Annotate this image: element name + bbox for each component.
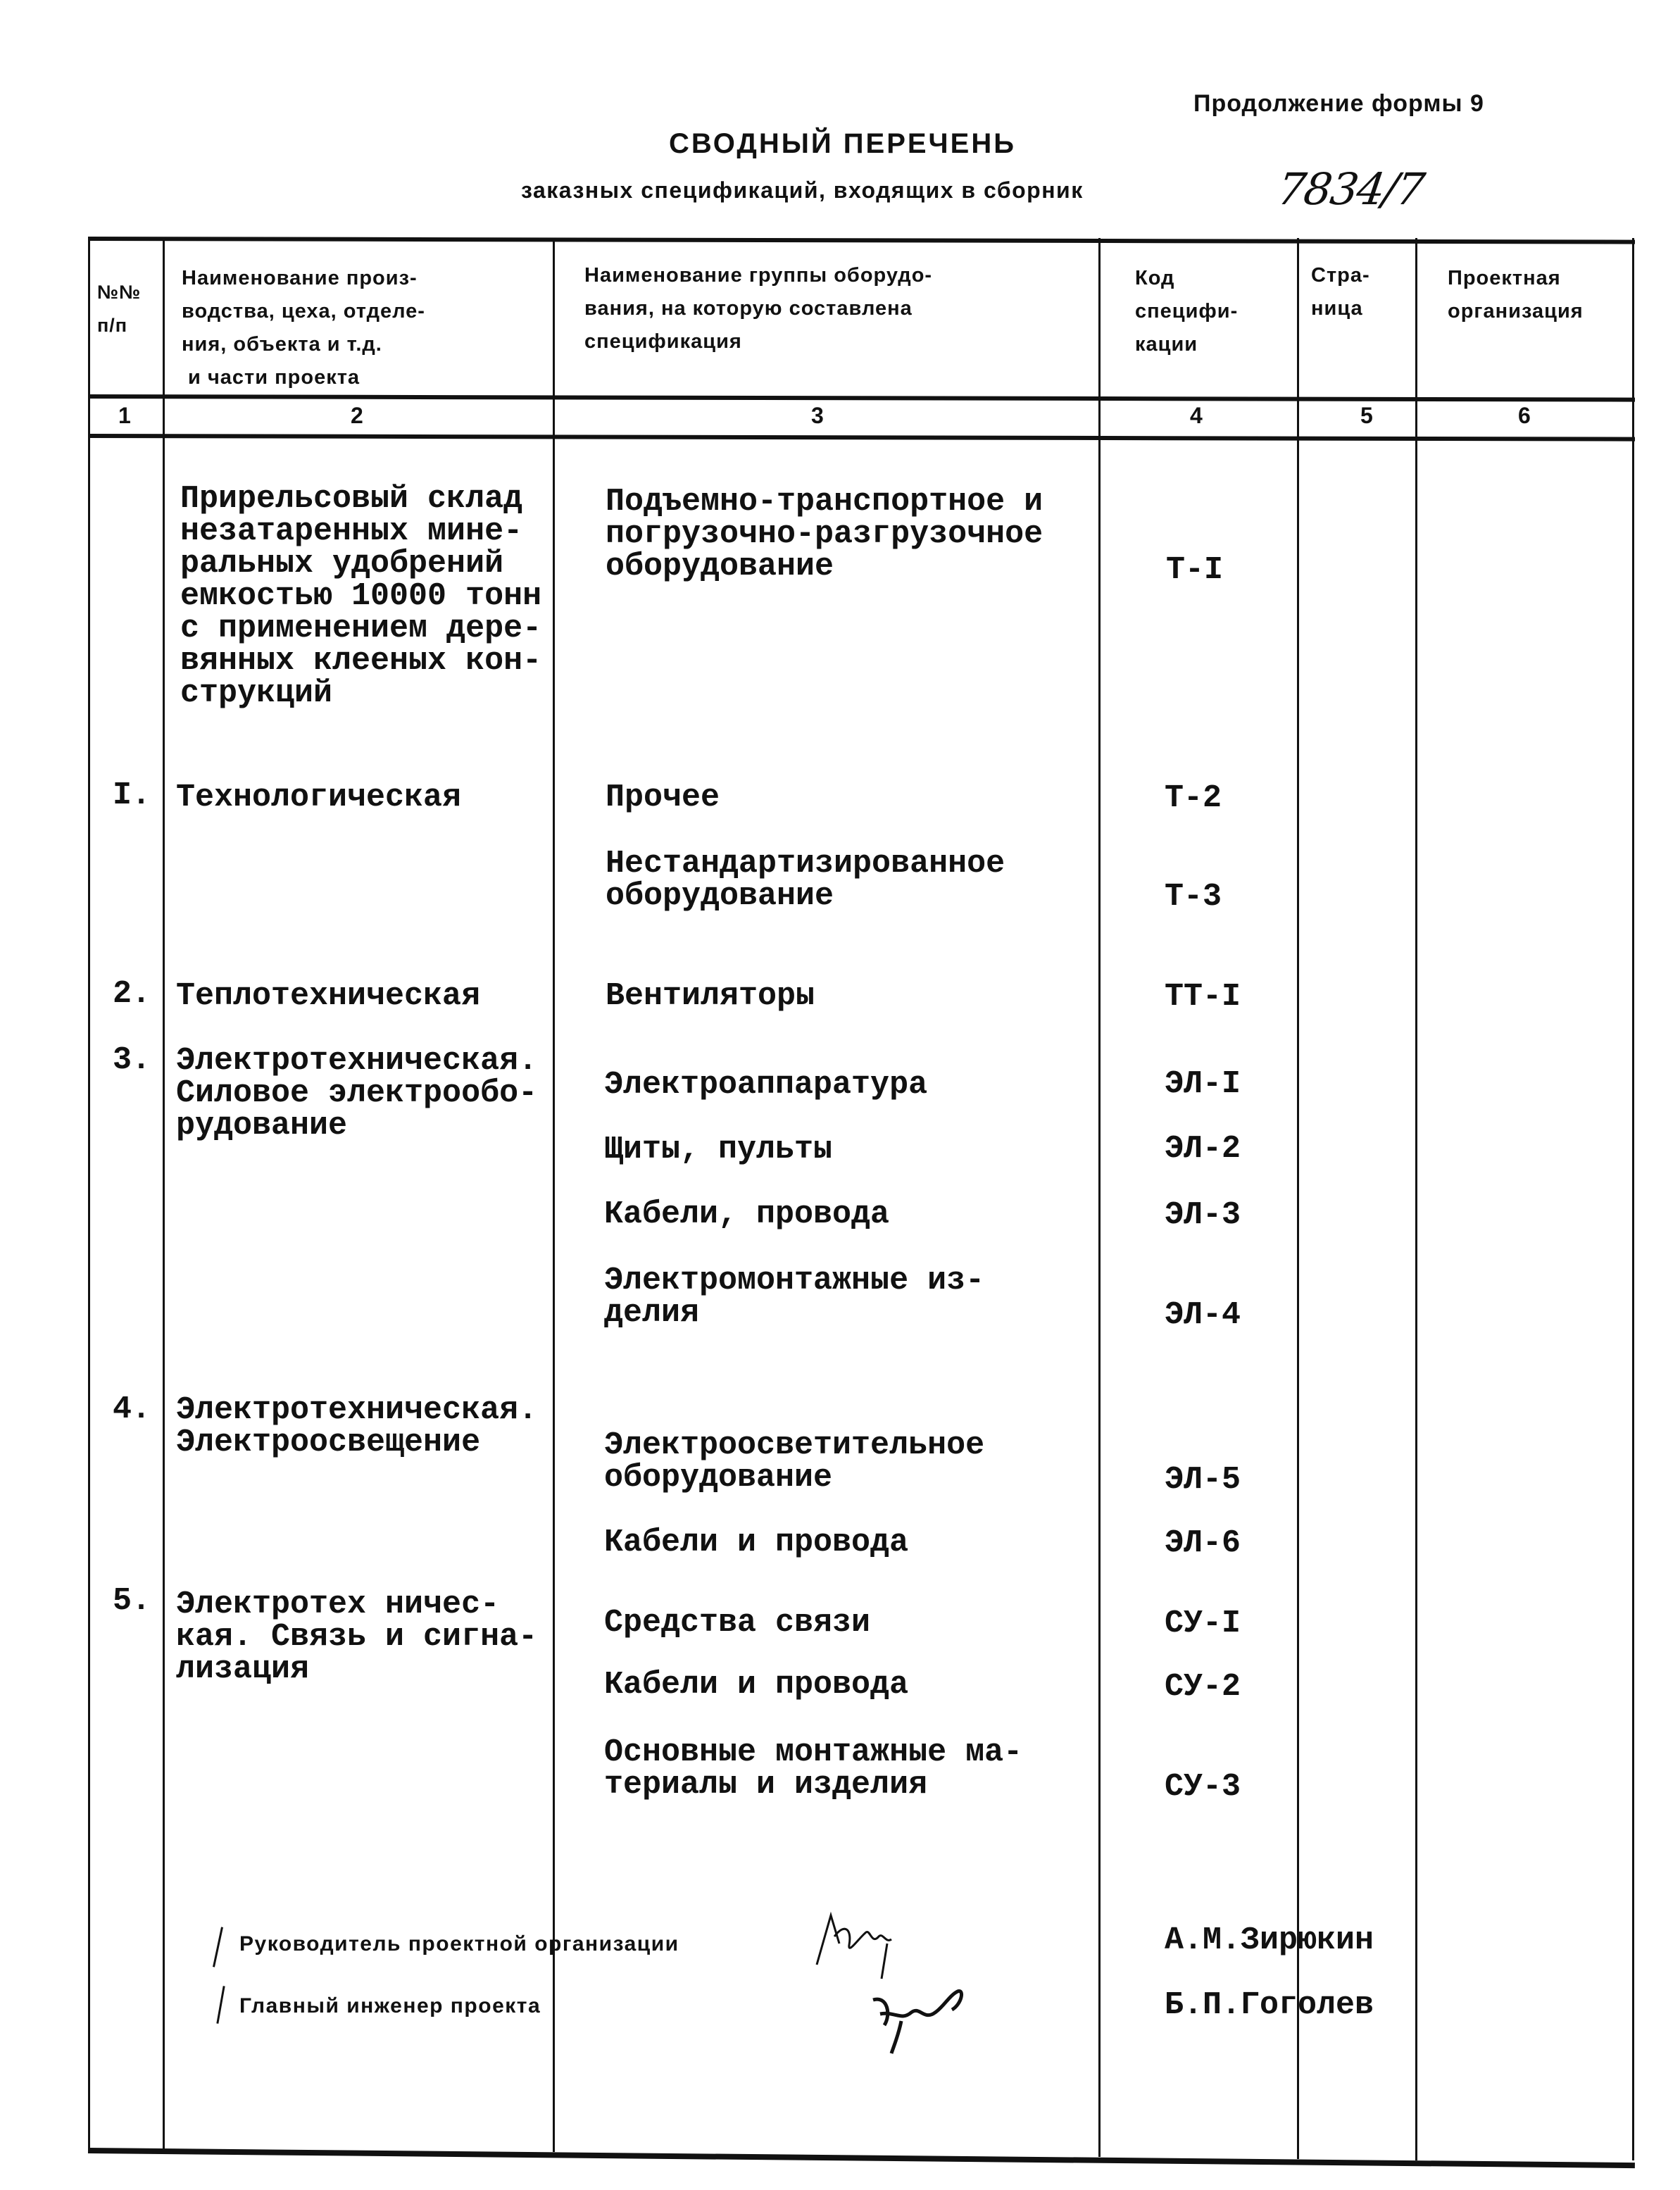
- spec-code: СУ-I: [1165, 1606, 1241, 1641]
- table-right-border: [1632, 238, 1634, 2160]
- signature-role: Руководитель проектной организации: [239, 1932, 679, 1956]
- section-name: Электротехническая. Силовое электрообо- рудование: [176, 1043, 538, 1144]
- spec-code: ЭЛ-I: [1165, 1066, 1241, 1102]
- column-header-section: Наименование произ- водства, цеха, отделе- ния, объекта и т.д. и части проекта: [182, 267, 425, 389]
- row-number: 4.: [113, 1391, 151, 1427]
- spec-code: ЭЛ-4: [1165, 1297, 1241, 1333]
- table-top-border: [88, 237, 1635, 244]
- equipment-group: Кабели и провода: [604, 1667, 909, 1703]
- column-number-5: 5: [1360, 403, 1373, 428]
- equipment-group: Основные монтажные ма- териалы и изделия: [604, 1734, 1023, 1803]
- spec-code: Т-2: [1165, 780, 1222, 816]
- section-name: Технологическая: [176, 780, 462, 815]
- spec-code: ТТ-I: [1165, 979, 1241, 1015]
- column-number-6: 6: [1518, 403, 1531, 428]
- collection-number-handwritten: 7834/7: [1274, 163, 1427, 215]
- signature-role: Главный инженер проекта: [239, 1994, 541, 2017]
- section-name: Прирельсовый склад незатаренных мине- ральных удобрений емкостью 10000 тонн с применением дере- вянных клееных кон- струкций: [180, 481, 542, 711]
- column-number-3: 3: [811, 403, 824, 428]
- document-subtitle: заказных спецификаций, входящих в сборник: [521, 177, 1084, 203]
- equipment-group: Щиты, пульты: [604, 1132, 833, 1168]
- equipment-group: Подъемно-транспортное и погрузочно-разгрузочное оборудование: [606, 484, 1043, 584]
- section-name: Электротех ничес- кая. Связь и сигна- лизация: [176, 1587, 538, 1687]
- header-bottom-border: [88, 394, 1635, 402]
- form-continuation-label: Продолжение формы 9: [1193, 90, 1484, 117]
- document-title: СВОДНЫЙ ПЕРЕЧЕНЬ: [669, 128, 1016, 159]
- spec-code: СУ-3: [1165, 1769, 1241, 1805]
- bracket-mark: [216, 1986, 225, 2024]
- row-number: 5.: [113, 1583, 151, 1619]
- equipment-group: Электромонтажные из- делия: [604, 1263, 985, 1331]
- row-number: I.: [113, 777, 151, 813]
- column-number-1: 1: [118, 403, 131, 428]
- column-divider-5: [1415, 238, 1417, 2160]
- column-divider-3: [1098, 238, 1101, 2157]
- row-number: 3.: [113, 1042, 151, 1078]
- equipment-group: Прочее: [606, 780, 720, 815]
- spec-code: СУ-2: [1165, 1669, 1241, 1705]
- column-header-design-org: Проектная организация: [1448, 267, 1584, 323]
- equipment-group: Вентиляторы: [606, 978, 815, 1014]
- signatory-name: А.М.Зирюкин: [1165, 1922, 1374, 1958]
- column-divider-2: [553, 238, 555, 2152]
- column-header-equipment-group: Наименование группы оборудо- вания, на которую составлена спецификация: [584, 264, 933, 353]
- row-number: 2.: [113, 976, 151, 1012]
- spec-code: ЭЛ-6: [1165, 1525, 1241, 1561]
- column-numbers-bottom-border: [88, 434, 1635, 442]
- equipment-group: Кабели и провода: [604, 1525, 909, 1560]
- column-divider-1: [163, 238, 165, 2150]
- equipment-group: Нестандартизированное оборудование: [606, 846, 1005, 914]
- spec-code: Т-3: [1165, 879, 1222, 915]
- column-header-number: №№ п/п: [97, 282, 142, 336]
- column-number-4: 4: [1190, 403, 1203, 428]
- spec-code: ЭЛ-2: [1165, 1131, 1241, 1167]
- spec-code: ЭЛ-3: [1165, 1197, 1241, 1233]
- signatory-name: Б.П.Гоголев: [1165, 1987, 1374, 2023]
- equipment-group: Электроаппаратура: [604, 1067, 928, 1103]
- column-number-2: 2: [351, 403, 363, 428]
- table-left-border: [88, 238, 90, 2150]
- bracket-mark: [213, 1927, 223, 1967]
- spec-code: Т-I: [1166, 552, 1224, 588]
- equipment-group: Электроосветительное оборудование: [604, 1427, 985, 1496]
- equipment-group: Средства связи: [604, 1605, 871, 1641]
- spec-code: ЭЛ-5: [1165, 1462, 1241, 1498]
- signature-scribble-icon: [859, 1972, 986, 2056]
- section-name: Электротехническая. Электроосвещение: [176, 1392, 538, 1460]
- column-divider-4: [1297, 238, 1299, 2159]
- column-header-page: Стра- ница: [1311, 264, 1370, 320]
- table-bottom-border: [88, 2148, 1635, 2168]
- section-name: Теплотехническая: [176, 978, 481, 1014]
- equipment-group: Кабели, провода: [604, 1196, 890, 1232]
- column-header-spec-code: Код специфи- кации: [1135, 267, 1239, 356]
